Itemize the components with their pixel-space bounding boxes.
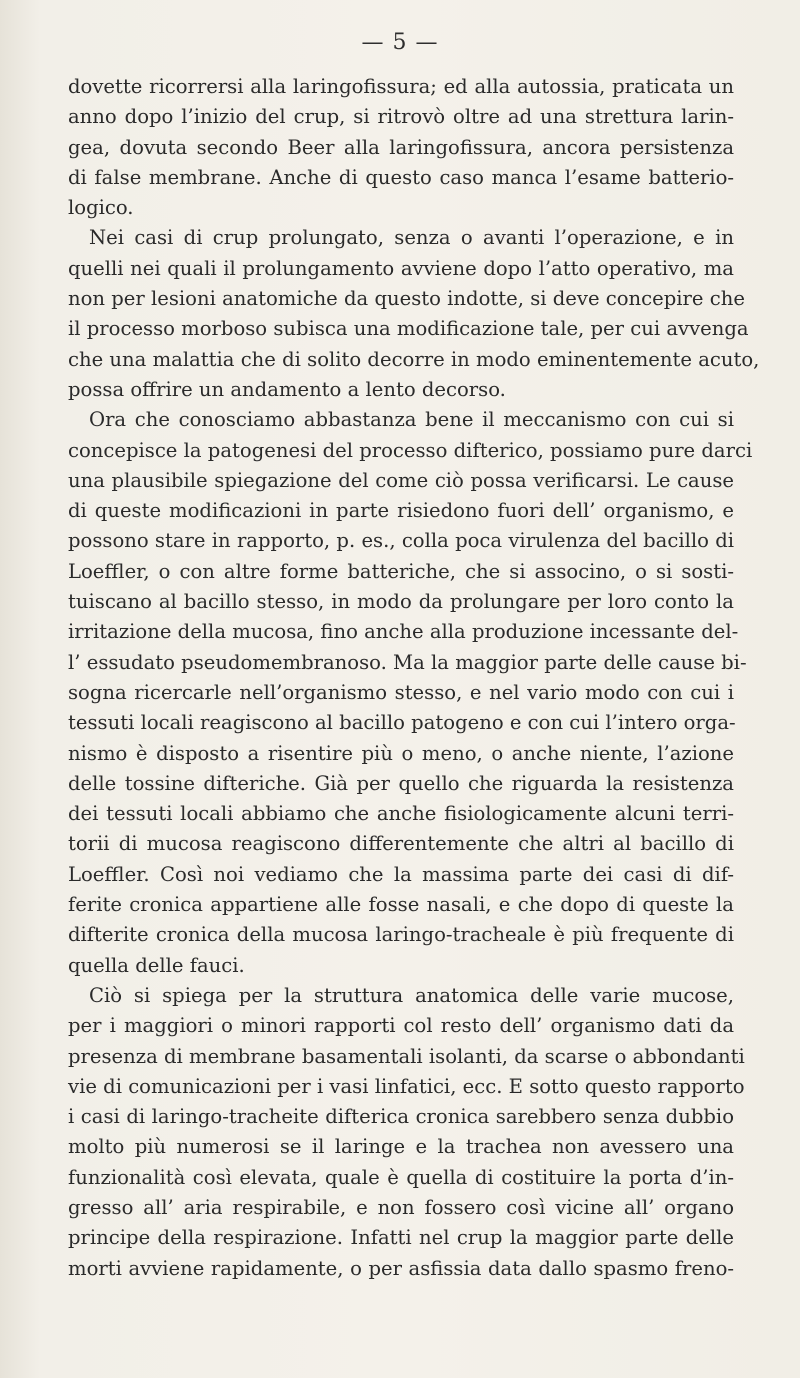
text-line: una plausibile spiegazione del come ciò possa verificarsi. Le cause [68, 468, 734, 492]
text-line: ferite cronica appartiene alle fosse nasali, e che dopo di queste la [68, 893, 734, 917]
text-line: non per lesioni anatomiche da questo indotte, si deve concepire che [68, 287, 745, 311]
text-line: possono stare in rapporto, p. es., colla poca virulenza del bacillo di [68, 529, 734, 553]
text-line: vie di comunicazioni per i vasi linfatici, ecc. E sotto questo rapporto [68, 1074, 745, 1098]
text-line: Loeffler. Così noi vediamo che la massima parte dei casi di dif- [68, 862, 734, 886]
text-line: Ciò si spiega per la struttura anatomica delle varie mucose, [89, 983, 734, 1007]
text-line: gresso all’ aria respirabile, e non fossero così vicine all’ organo [68, 1195, 734, 1219]
text-line: il processo morboso subisca una modificazione tale, per cui avvenga [68, 317, 749, 341]
text-line: funzionalità così elevata, quale è quella di costituire la porta d’in- [68, 1165, 734, 1189]
text-line: quelli nei quali il prolungamento avviene dopo l’atto operativo, ma [68, 256, 734, 280]
text-line: molto più numerosi se il laringe e la trachea non avessero una [68, 1135, 734, 1159]
body-text [68, 72, 760, 1284]
text-line: Loeffler, o con altre forme batteriche, che si associno, o si sosti- [68, 559, 734, 583]
text-line: difterite cronica della mucosa laringo-tracheale è più frequente di [68, 923, 734, 947]
text-line: i casi di laringo-tracheite difterica cronica sarebbero senza dubbio [68, 1105, 734, 1129]
text-line: irritazione della mucosa, fino anche alla produzione incessante del- [68, 620, 739, 644]
text-line: morti avviene rapidamente, o per asfissia data dallo spasmo freno- [68, 1256, 734, 1280]
text-line: tuiscano al bacillo stesso, in modo da prolungare per loro conto la [68, 590, 734, 614]
text-line: presenza di membrane basamentali isolanti, da scarse o abbondanti [68, 1044, 745, 1068]
text-line: concepisce la patogenesi del processo difterico, possiamo pure darci [68, 438, 753, 462]
text-line: Ora che conosciamo abbastanza bene il meccanismo con cui si [89, 408, 734, 432]
text-line: per i maggiori o minori rapporti col resto dell’ organismo dati da [68, 1014, 734, 1038]
text-line: gea, dovuta secondo Beer alla laringofissura, ancora persistenza [68, 135, 734, 159]
text-line: che una malattia che di solito decorre in modo eminentemente acuto, [68, 347, 760, 371]
text-line: dovette ricorrersi alla laringofissura; ed alla autossia, praticata un [68, 75, 734, 98]
text-line: sogna ricercarle nell’organismo stesso, e nel vario modo con cui i [68, 680, 734, 704]
text-line: di false membrane. Anche di questo caso manca l’esame batterio- [68, 165, 734, 189]
text-line: logico. [68, 196, 134, 220]
text-line: di queste modificazioni in parte risiedono fuori dell’ organismo, e [68, 499, 734, 523]
text-line: tessuti locali reagiscono al bacillo patogeno e con cui l’intero orga- [68, 711, 736, 735]
text-line: delle tossine difteriche. Già per quello che riguarda la resistenza [68, 771, 734, 795]
text-line: principe della respirazione. Infatti nel crup la maggior parte delle [68, 1226, 734, 1250]
page-number: — 5 — [361, 30, 439, 55]
text-line: torii di mucosa reagiscono differentemente che altri al bacillo di [68, 832, 734, 856]
text-line: possa offrire un andamento a lento decorso. [68, 377, 506, 401]
text-line: anno dopo l’inizio del crup, si ritrovò oltre ad una strettura larin- [68, 105, 734, 129]
text-line: Nei casi di crup prolungato, senza o avanti l’operazione, e in [89, 226, 734, 250]
text-line: nismo è disposto a risentire più o meno, o anche niente, l’azione [68, 741, 734, 765]
text-line: dei tessuti locali abbiamo che anche fisiologicamente alcuni terri- [68, 802, 734, 826]
text-line: l’ essudato pseudomembranoso. Ma la maggior parte delle cause bi- [68, 650, 747, 674]
text-line: quella delle fauci. [68, 953, 245, 977]
